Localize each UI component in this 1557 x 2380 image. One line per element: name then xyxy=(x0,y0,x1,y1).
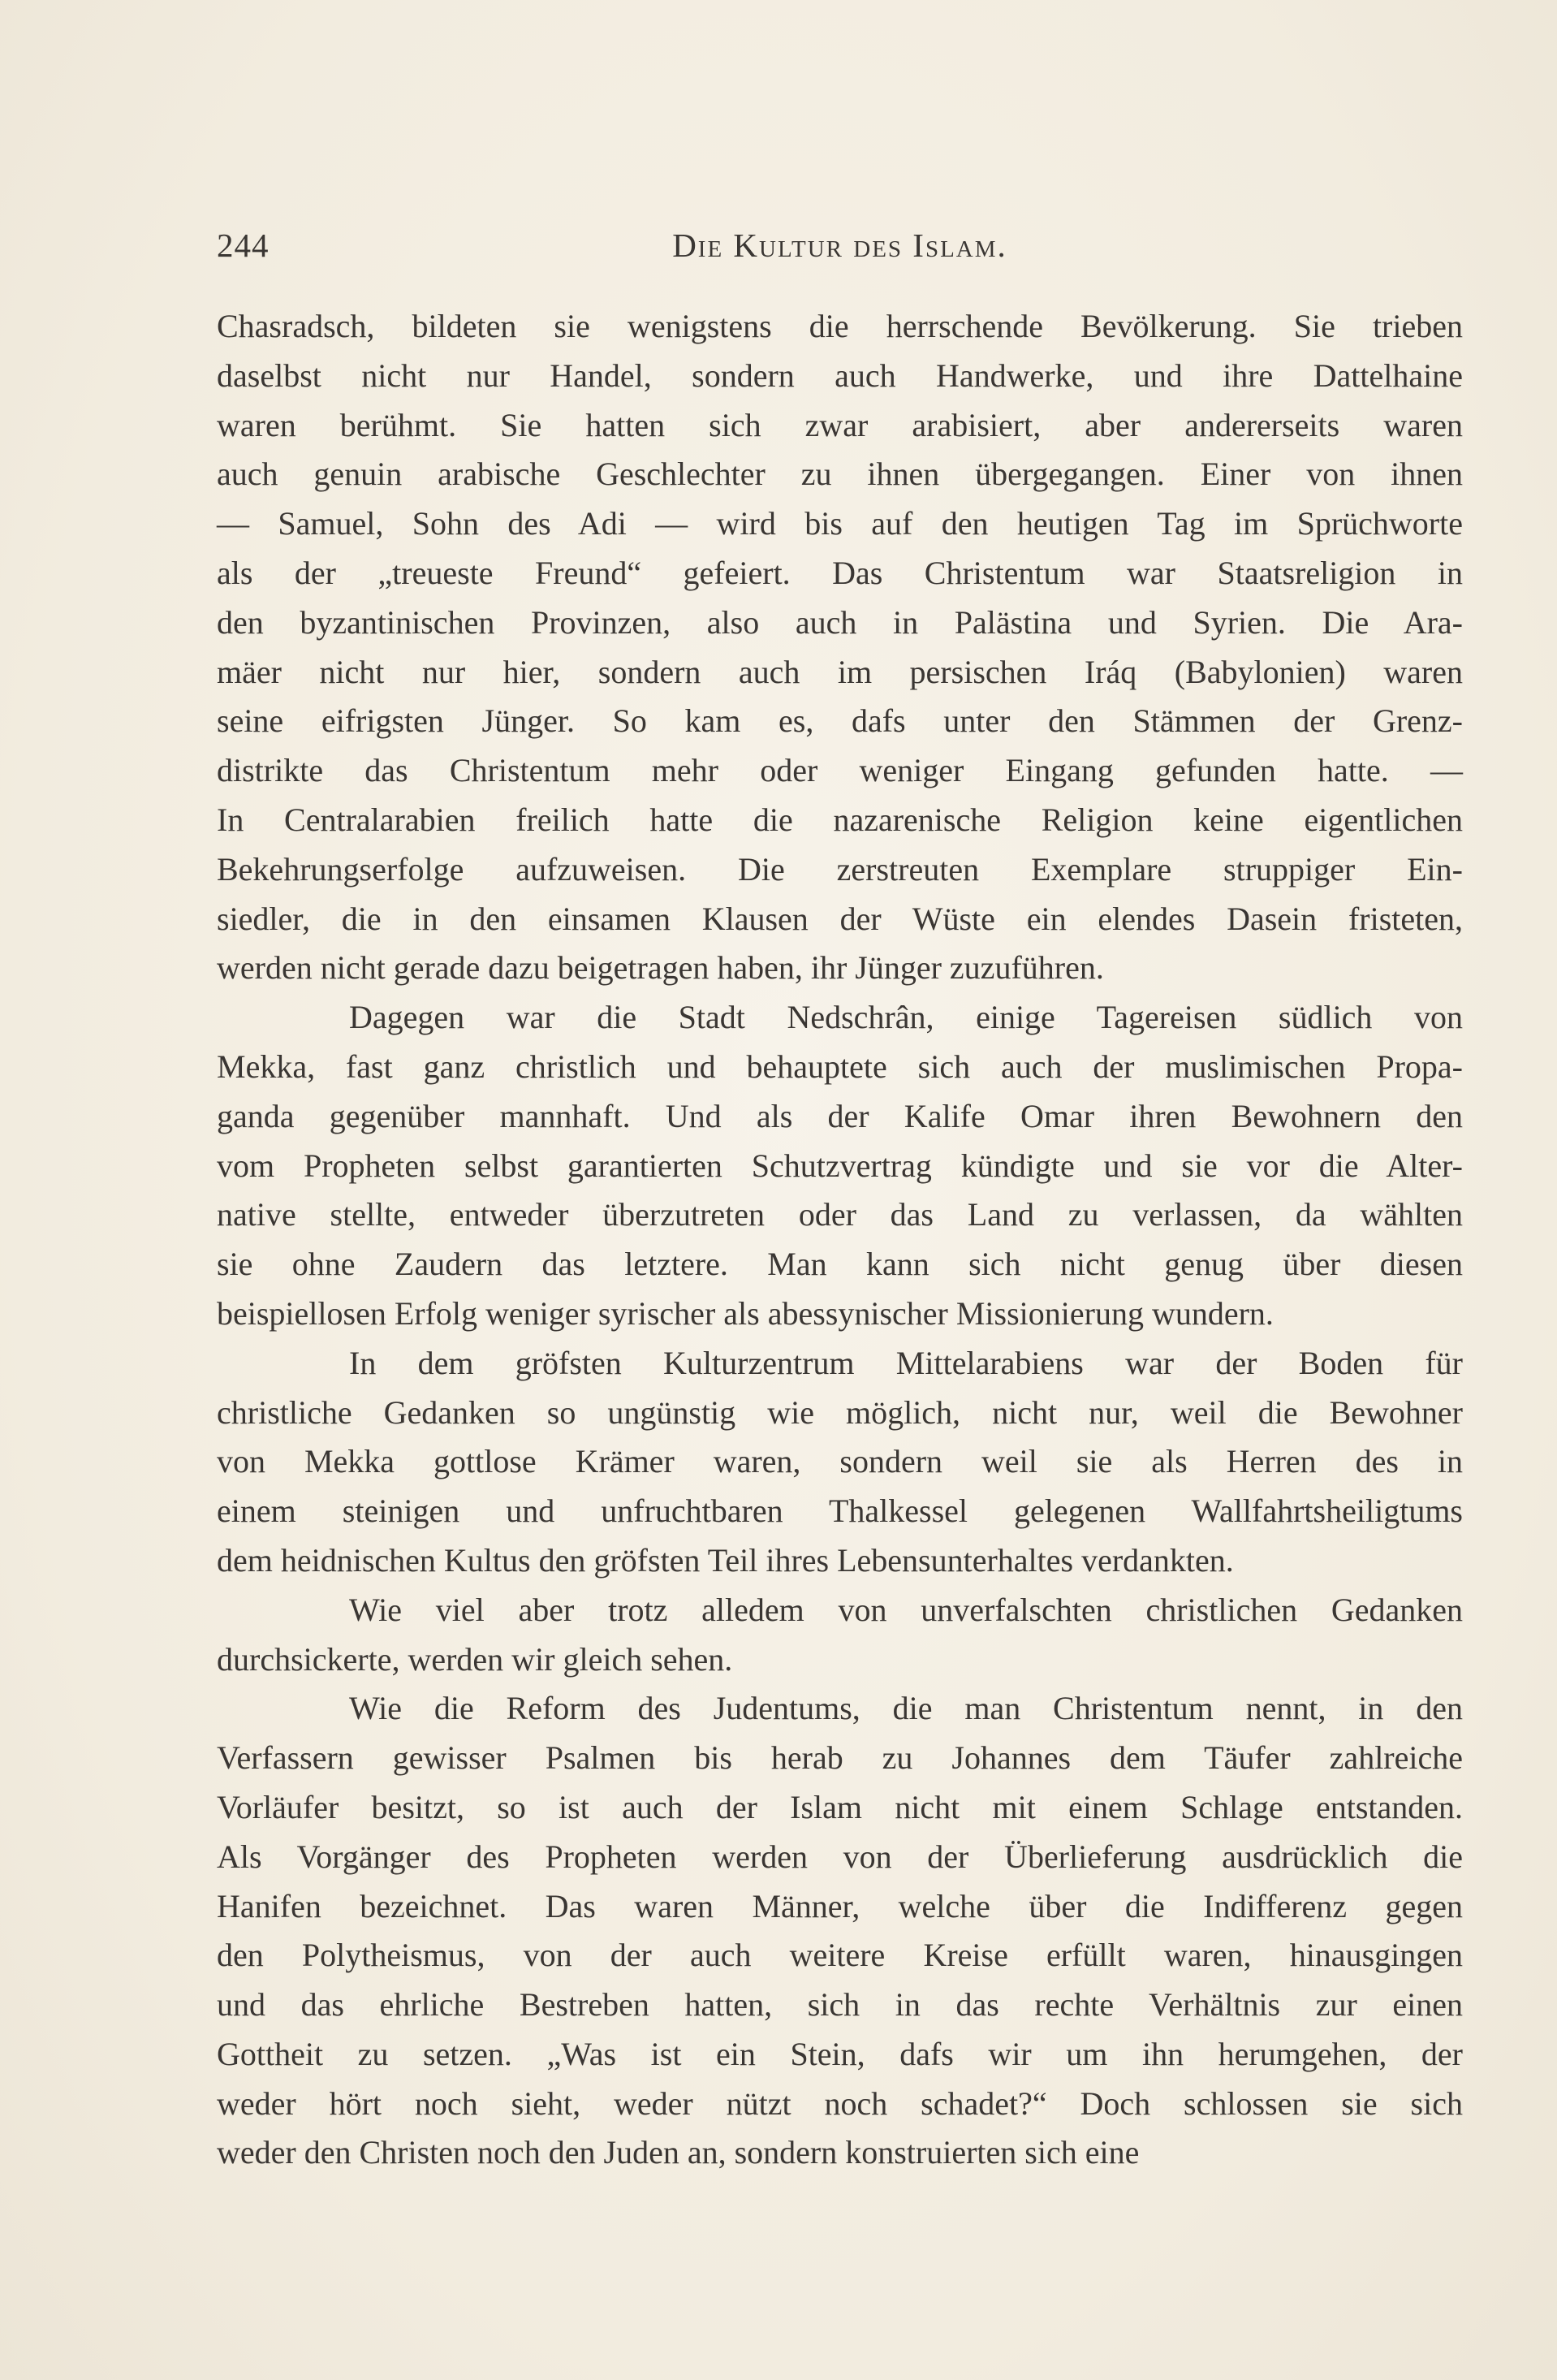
text-line: In Centralarabien freilich hatte die nazarenische Religion keine eigentlichen xyxy=(217,801,1463,838)
text-line: weder den Christen noch den Juden an, sondern konstruierten sich eine xyxy=(217,2134,1140,2171)
running-head xyxy=(217,221,1463,270)
text-line: den byzantinischen Provinzen, also auch in Palästina und Syrien. Die Ara- xyxy=(217,603,1463,641)
body-text xyxy=(217,302,1463,2178)
text-line: waren berühmt. Sie hatten sich zwar arabisiert, aber andererseits waren xyxy=(217,406,1463,443)
text-line: sie ohne Zaudern das letztere. Man kann sich nicht genug über diesen xyxy=(217,1246,1463,1283)
text-line: Chasradsch, bildeten sie wenigstens die herrschende Bevölkerung. Sie trieben xyxy=(217,308,1463,344)
text-line: native stellte, entweder überzutreten oder das Land zu verlassen, da wählten xyxy=(217,1196,1463,1233)
paragraph xyxy=(217,302,1463,993)
paragraph xyxy=(217,993,1463,1339)
text-line: als der „treueste Freund“ gefeiert. Das Christentum war Staatsreligion in xyxy=(217,554,1463,591)
text-line: Gottheit zu setzen. „Was ist ein Stein, dafs wir um ihn herumgehen, der xyxy=(217,2035,1463,2072)
text-line: siedler, die in den einsamen Klausen der Wüste ein elendes Dasein fristeten, xyxy=(217,900,1463,937)
text-line: mäer nicht nur hier, sondern auch im persischen Iráq (Babylonien) waren xyxy=(217,653,1463,690)
text-line: Hanifen bezeichnet. Das waren Männer, welche über die Indifferenz gegen xyxy=(217,1887,1463,1924)
text-line: Dagegen war die Stadt Nedschrân, einige Tagereisen südlich von xyxy=(349,999,1463,1036)
text-line: Wie die Reform des Judentums, die man Christentum nennt, in den xyxy=(349,1690,1463,1727)
paragraph xyxy=(217,1586,1463,1685)
text-line: beispiellosen Erfolg weniger syrischer als abessynischer Missionierung wundern. xyxy=(217,1294,1274,1332)
text-line: weder hört noch sieht, weder nützt noch schadet?“ Doch schlossen sie sich xyxy=(217,2084,1463,2122)
text-line: von Mekka gottlose Krämer waren, sondern weil sie als Herren des in xyxy=(217,1443,1463,1480)
text-line: Bekehrungserfolge aufzuweisen. Die zerstreuten Exemplare struppiger Ein- xyxy=(217,850,1463,888)
text-line: und das ehrliche Bestreben hatten, sich in das rechte Verhältnis zur einen xyxy=(217,1986,1463,2024)
text-line: ganda gegenüber mannhaft. Und als der Kalife Omar ihren Bewohnern den xyxy=(217,1097,1463,1134)
text-line: dem heidnischen Kultus den gröfsten Teil ihres Lebensunterhaltes verdankten. xyxy=(217,1541,1234,1579)
text-line: den Polytheismus, von der auch weitere Kreise erfüllt waren, hinausgingen xyxy=(217,1937,1463,1974)
text-line: seine eifrigsten Jünger. So kam es, dafs unter den Stämmen der Grenz- xyxy=(217,702,1463,740)
text-line: auch genuin arabische Geschlechter zu ihnen übergegangen. Einer von ihnen xyxy=(217,456,1463,493)
text-line: einem steinigen und unfruchtbaren Thalkessel gelegenen Wallfahrtsheiligtums xyxy=(217,1492,1463,1530)
text-line: In dem gröfsten Kulturzentrum Mittelarabiens war der Boden für xyxy=(349,1344,1463,1381)
text-line: vom Propheten selbst garantierten Schutzvertrag kündigte und sie vor die Alter- xyxy=(217,1147,1463,1184)
text-line: Wie viel aber trotz alledem von unverfalschten christlichen Gedanken xyxy=(349,1591,1463,1628)
text-line: christliche Gedanken so ungünstig wie möglich, nicht nur, weil die Bewohner xyxy=(217,1393,1463,1431)
text-line: werden nicht gerade dazu beigetragen haben, ihr Jünger zuzuführen. xyxy=(217,949,1104,987)
paragraph xyxy=(217,1339,1463,1586)
text-line: Vorläufer besitzt, so ist auch der Islam nicht mit einem Schlage entstanden. xyxy=(217,1788,1463,1825)
text-line: Mekka, fast ganz christlich und behauptete sich auch der muslimischen Propa- xyxy=(217,1047,1463,1085)
text-line: Als Vorgänger des Propheten werden von der Überlieferung ausdrücklich die xyxy=(217,1838,1463,1875)
text-line: Verfassern gewisser Psalmen bis herab zu Johannes dem Täufer zahlreiche xyxy=(217,1739,1463,1777)
text-line: daselbst nicht nur Handel, sondern auch Handwerke, und ihre Dattelhaine xyxy=(217,356,1463,394)
running-title: Die Kultur des Islam. xyxy=(672,227,1007,264)
text-line: durchsickerte, werden wir gleich sehen. xyxy=(217,1640,733,1678)
text-line: — Samuel, Sohn des Adi — wird bis auf den heutigen Tag im Sprüchworte xyxy=(217,505,1463,542)
paragraph xyxy=(217,1684,1463,2178)
page-number: 244 xyxy=(217,227,270,264)
text-line: distrikte das Christentum mehr oder weniger Eingang gefunden hatte. — xyxy=(217,752,1463,789)
